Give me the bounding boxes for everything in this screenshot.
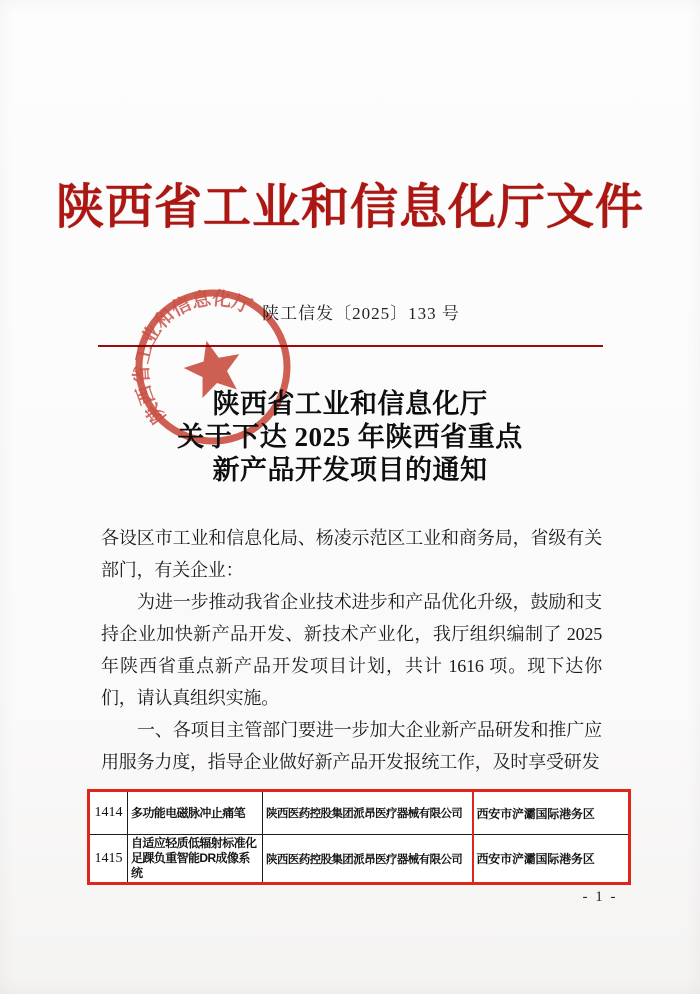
project-number-cell: 1414 [89,791,128,835]
document-title-line-2: 关于下达 2025 年陕西省重点 [177,422,523,452]
document-number: 陕工信发〔2025〕133 号 [262,304,460,323]
body-paragraph-2: 一、各项目主管部门要进一步加大企业新产品研发和推广应用服务力度，指导企业做好新产品开发报统工作，及时享受研发 [101,720,602,772]
document-title-line-3: 新产品开发项目的通知 [212,455,488,485]
document-body [101,522,602,778]
project-name-cell: 自适应轻质低辐射标准化足踝负重智能DR成像系统 [128,835,263,884]
page-number: - 1 - [582,889,618,905]
document-title-line-1: 陕西省工业和信息化厅 [212,389,488,419]
region-cell: 西安市浐灞国际港务区 [473,791,630,835]
table-row [89,835,630,884]
salutation-paragraph: 各设区市工业和信息化局、杨凌示范区工业和商务局，省级有关部门，有关企业： [101,528,602,580]
document-title [0,388,700,487]
project-number-cell: 1415 [89,835,128,884]
project-name-cell: 多功能电磁脉冲止痛笔 [128,791,263,835]
body-paragraph-1: 为进一步推动我省企业技术进步和产品优化升级，鼓励和支持企业加快新产品开发、新技术产业化，我厅组织编制了 2025 年陕西省重点新产品开发项目计划，共计 1616 项。现下达你们，请认真组织实施。 [101,592,602,708]
company-name-cell: 陕西医药控股集团派昂医疗器械有限公司 [263,835,473,884]
table-row [89,791,630,835]
project-list-table [87,789,631,885]
seal-arc-text: 陕西省工业和信息化厅 [131,288,255,427]
company-name-cell: 陕西医药控股集团派昂医疗器械有限公司 [263,791,473,835]
document-header-title: 陕西省工业和信息化厅文件 [55,181,644,234]
region-cell: 西安市浐灞国际港务区 [473,835,630,884]
